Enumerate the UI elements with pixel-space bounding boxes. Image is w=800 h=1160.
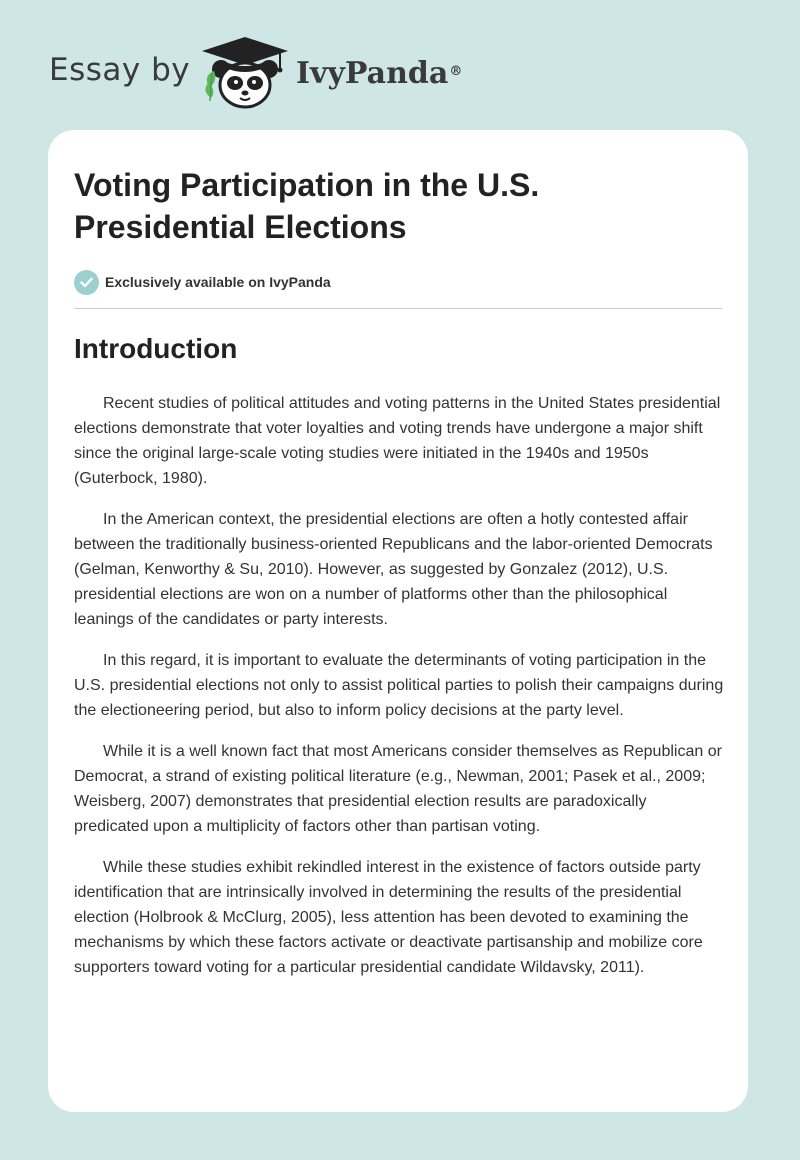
- brand-name[interactable]: [296, 54, 462, 94]
- essay-card: [48, 130, 748, 1112]
- exclusive-label: Exclusively available on IvyPanda: [105, 274, 331, 290]
- exclusive-badge: [74, 269, 724, 295]
- check-icon: [74, 270, 99, 295]
- paragraph: Recent studies of political attitudes and voting patterns in the United States presidential elections demonstrate that voter loyalties and voting trends have undergone a major shift since the original large-scale voting studies were initiated in the 1940s and 1950s (Guterbock, 1980).: [74, 395, 721, 487]
- ivypanda-logo[interactable]: [200, 35, 290, 110]
- essay-content: [74, 164, 724, 980]
- paragraph: In this regard, it is important to evaluate the determinants of voting participation in the U.S. presidential elections not only to assist political parties to polish their campaigns during the electioneering period, but also to inform policy decisions at the party level.: [74, 652, 724, 719]
- panda-mascot-icon: [200, 35, 290, 110]
- paragraph: While it is a well known fact that most Americans consider themselves as Republican or Democrat, a strand of existing political literature (e.g., Newman, 2001; Pasek et al., 2009; Weisberg, 2007) demonstrates that presidential election results are paradoxically predicated upon a multiplicity of factors other than partisan voting.: [74, 743, 722, 835]
- section-heading: Introduction: [74, 333, 238, 364]
- site-header: [0, 0, 800, 130]
- brand-name-text: IvyPanda: [296, 56, 449, 91]
- paragraph: While these studies exhibit rekindled interest in the existence of factors outside party identification that are intrinsically involved in determining the results of the presidential election (Holbrook & McClurg, 2005), less attention has been devoted to examining the mechanisms by which these factors activate or deactivate partisanship and mobilize core supporters toward voting for a particular presidential candidate Wildavsky, 2011).: [74, 859, 703, 976]
- essay-title: Voting Participation in the U.S. Presidential Elections: [74, 167, 540, 245]
- brand-prefix: Essay by: [49, 52, 191, 88]
- divider: [74, 308, 722, 309]
- paragraph: In the American context, the presidential elections are often a hotly contested affair between the traditionally business-oriented Republicans and the labor-oriented Democrats (Gelman, Kenworthy & Su, 2010). However, as suggested by Gonzalez (2012), U.S. presidential elections are won on a number of platforms other than the philosophical leanings of the candidates or party interests.: [74, 511, 713, 628]
- registered-mark: ®: [449, 64, 463, 79]
